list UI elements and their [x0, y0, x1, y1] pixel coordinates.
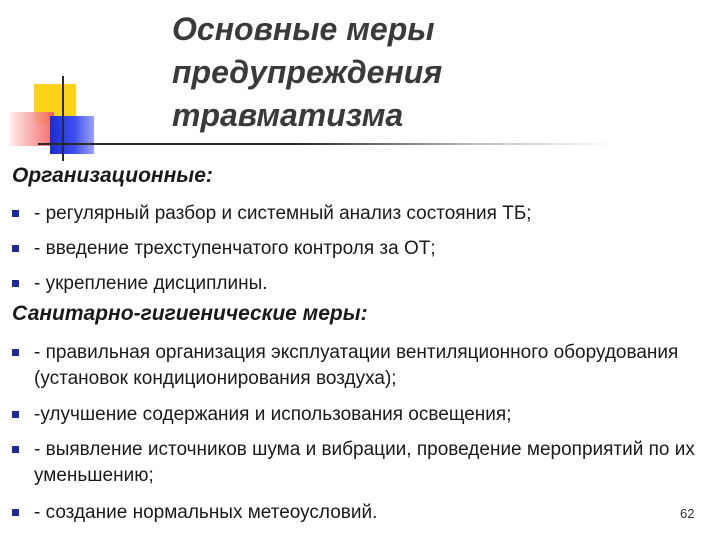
list-item-text: - укрепление дисциплины. — [34, 273, 268, 294]
list-item-text: - правильная организация эксплуатации вентиляционного оборудования (установок кондиционирования воздуха); — [34, 342, 679, 389]
list-item — [12, 402, 702, 428]
list-item — [12, 340, 702, 392]
red-square-decoration — [10, 112, 54, 146]
list-item-text: - создание нормальных метеоусловий. — [34, 502, 378, 523]
vertical-rule — [62, 76, 64, 161]
list-item-text: - введение трехступенчатого контроля за ОТ; — [34, 238, 436, 259]
list-item — [12, 271, 702, 297]
title-underline-rule — [38, 143, 618, 145]
square-bullet-icon — [12, 210, 19, 217]
page-number: 62 — [680, 506, 695, 521]
square-bullet-icon — [12, 411, 19, 418]
section-heading-sanitary: Санитарно-гигиенические меры: — [12, 302, 368, 325]
list-item — [12, 437, 702, 489]
list-item — [12, 236, 702, 262]
square-bullet-icon — [12, 446, 19, 453]
blue-square-decoration — [50, 116, 94, 154]
title-line-1: Основные меры — [172, 11, 435, 47]
square-bullet-icon — [12, 509, 19, 516]
list-item-text: -улучшение содержания и использования освещения; — [34, 404, 512, 425]
list-item — [12, 500, 702, 526]
square-bullet-icon — [12, 349, 19, 356]
list-item-text: - выявление источников шума и вибрации, проведение мероприятий по их уменьшению; — [34, 439, 695, 486]
title-line-2: предупреждения — [172, 54, 443, 90]
title-line-3: травматизма — [172, 97, 404, 133]
list-item-text: - регулярный разбор и системный анализ состояния ТБ; — [34, 203, 532, 224]
section-heading-organizational: Организационные: — [12, 164, 213, 187]
square-bullet-icon — [12, 280, 19, 287]
slide-title — [172, 8, 672, 137]
list-item — [12, 201, 702, 227]
square-bullet-icon — [12, 245, 19, 252]
